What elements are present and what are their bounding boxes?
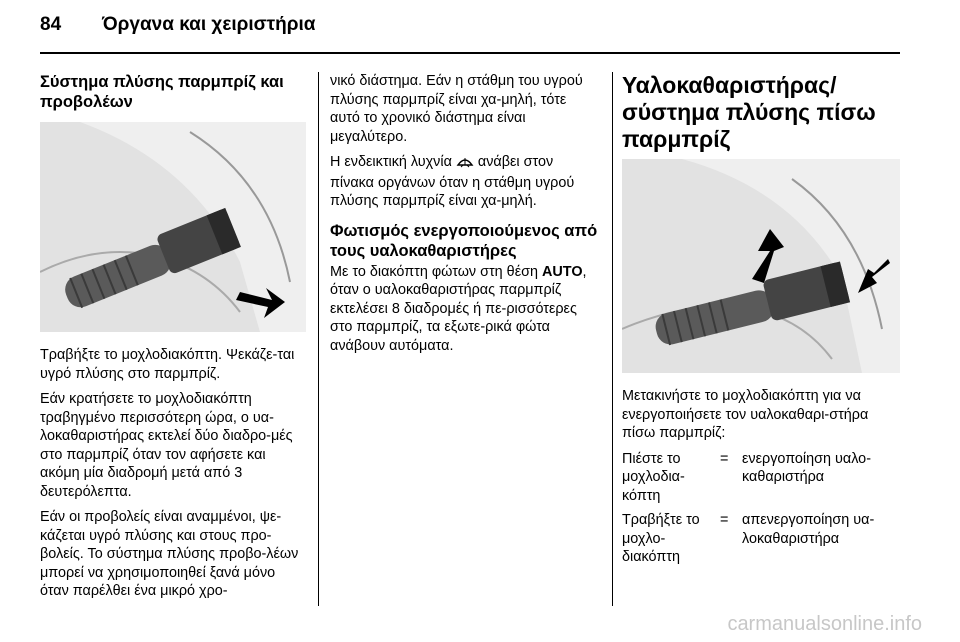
paragraph: Εάν οι προβολείς είναι αναμμένοι, ψε-κάζεται υγρό πλύσης και στους προ-βολείς. Το σύστημα πλύσης προβο-λέων μπορεί να χρησιμοποιηθεί ξανά μόνο όταν παρέλθει ένα μικρό χρο- [40,509,299,599]
action-row [622,511,900,567]
paragraph-auto: Με το διακόπτη φώτων στη θέση AUTO, όταν ο υαλοκαθαριστήρας παρμπρίζ εκτελέσει 8 διαδρομές ή πε-ρισσότερες στο παρμπρίζ, τα εξωτε-ρικά φώτα ανάβουν αυτόματα. [330,263,587,354]
figure-stalk-pull [40,122,306,332]
header-rule [40,52,900,54]
equals-sign: = [720,512,729,528]
paragraph-warning-lamp: Η ενδεικτική λυχνία ανάβει στον πίνακα οργάνων όταν η στάθμη υγρού πλύσης παρμπρίζ είναι χα-μηλή. [330,154,575,209]
watermark: carmanualsonline.info [727,613,922,635]
action-table [622,450,900,567]
figure-stalk-push [622,159,900,373]
page-title: Όργανα και χειριστήρια [102,14,316,35]
column-2 [330,72,600,362]
column-3 [622,72,900,567]
paragraph: Μετακινήστε το μοχλοδιακόπτη για να ενεργοποιήσετε τον υαλοκαθαρι-στήρα πίσω παρμπρίζ: [622,388,869,441]
column-1 [40,72,306,608]
washer-fluid-icon [456,154,474,174]
section-heading-washer: Σύστημα πλύσης παρμπρίζ και προβολέων [40,73,284,111]
stalk-pull-illustration [40,122,306,332]
page-number: 84 [40,14,62,35]
paragraph: Εάν κρατήσετε το μοχλοδιακόπτη τραβηγμένο περισσότερη ώρα, ο υα-λοκαθαριστήρας εκτελεί δύο διαδρο-μές στο παρμπρίζ όταν τον αφήσετε και ακόμη μία διαδρομή μετά από 3 δευτερόλεπτα. [40,391,293,500]
paragraph: νικό διάστημα. Εάν η στάθμη του υγρού πλύσης παρμπρίζ είναι χα-μηλή, τότε αυτό το χρονικό διάστημα είναι μεγαλύτερο. [330,73,583,145]
column-divider-2 [612,72,613,606]
action-text: Πιέστε το μοχλοδια-κόπτη [622,450,685,504]
action-text: Τραβήξτε το μοχλο-διακόπτη [622,512,700,565]
section-heading-rear-wiper: Υαλοκαθαριστήρας/ σύστημα πλύσης πίσω παρμπρίζ [622,72,876,152]
auto-label: AUTO [542,263,583,280]
paragraph: Τραβήξτε το μοχλοδιακόπτη. Ψεκάζε-ται υγρό πλύσης στο παρμπρίζ. [40,347,295,382]
result-text: απενεργοποίηση υα-λοκαθαριστήρα [742,512,875,547]
equals-sign: = [720,450,729,467]
section-heading-auto-lights: Φωτισμός ενεργοποιούμενος από τους υαλοκαθαριστήρες [330,221,598,260]
column-divider-1 [318,72,319,606]
result-text: ενεργοποίηση υαλο-καθαριστήρα [742,450,871,485]
stalk-push-illustration [622,159,900,373]
action-row [622,450,900,512]
